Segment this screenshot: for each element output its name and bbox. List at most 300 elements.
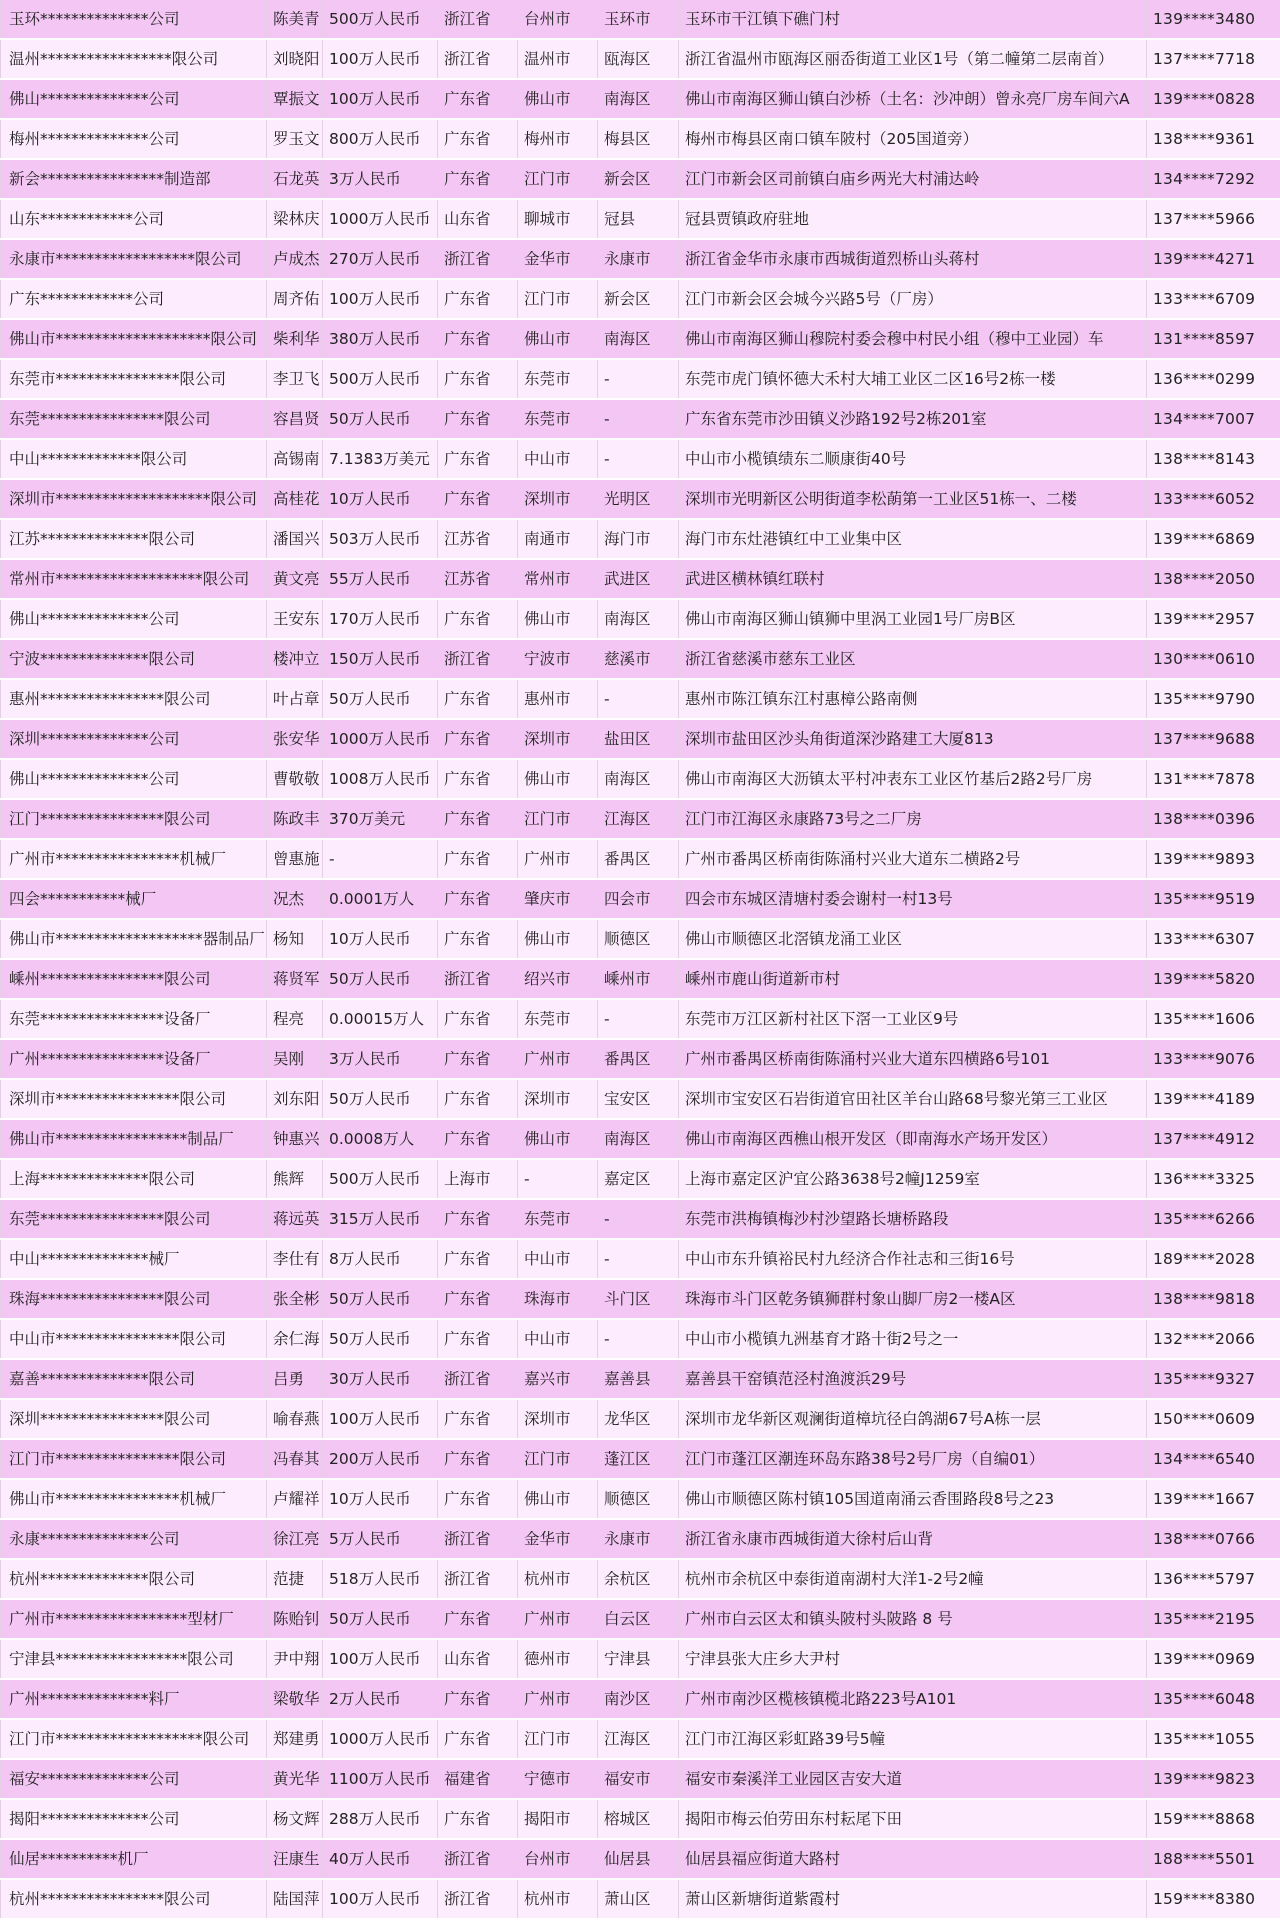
table-row xyxy=(1,199,1280,239)
address-cell: 江门市新会区司前镇白庙乡两光大村浦达岭 xyxy=(679,159,1147,199)
address-cell: 杭州市余杭区中泰街道南湖村大洋1-2号2幢 xyxy=(679,1559,1147,1599)
registered-capital-cell: 100万人民币 xyxy=(323,1639,438,1679)
registered-capital-cell: 500万人民币 xyxy=(323,1159,438,1199)
company-name-cell: 江门市****************限公司 xyxy=(1,1439,267,1479)
legal-rep-cell: 熊辉 xyxy=(267,1159,323,1199)
district-cell: 蓬江区 xyxy=(598,1439,679,1479)
phone-cell: 139****0828 xyxy=(1147,79,1280,119)
city-cell: 台州市 xyxy=(518,0,598,39)
legal-rep-cell: 陈政丰 xyxy=(267,799,323,839)
phone-cell: 134****7292 xyxy=(1147,159,1280,199)
registered-capital-cell: 1100万人民币 xyxy=(323,1759,438,1799)
district-cell: 番禺区 xyxy=(598,1039,679,1079)
province-cell: 广东省 xyxy=(438,799,518,839)
city-cell: 揭阳市 xyxy=(518,1799,598,1839)
registered-capital-cell: 500万人民币 xyxy=(323,359,438,399)
city-cell: 江门市 xyxy=(518,159,598,199)
phone-cell: 139****2957 xyxy=(1147,599,1280,639)
company-name-cell: 仙居**********机厂 xyxy=(1,1839,267,1879)
registered-capital-cell: 315万人民币 xyxy=(323,1199,438,1239)
city-cell: 中山市 xyxy=(518,1319,598,1359)
table-row xyxy=(1,839,1280,879)
legal-rep-cell: 叶占章 xyxy=(267,679,323,719)
registered-capital-cell: 55万人民币 xyxy=(323,559,438,599)
table-row xyxy=(1,1159,1280,1199)
company-name-cell: 佛山市*******************器制品厂 xyxy=(1,919,267,959)
phone-cell: 139****9823 xyxy=(1147,1759,1280,1799)
company-name-cell: 新会****************制造部 xyxy=(1,159,267,199)
legal-rep-cell: 陈贻钊 xyxy=(267,1599,323,1639)
city-cell: 深圳市 xyxy=(518,1399,598,1439)
registered-capital-cell: 503万人民币 xyxy=(323,519,438,559)
province-cell: 福建省 xyxy=(438,1759,518,1799)
legal-rep-cell: 汪康生 xyxy=(267,1839,323,1879)
registered-capital-cell: 1008万人民币 xyxy=(323,759,438,799)
registered-capital-cell: 800万人民币 xyxy=(323,119,438,159)
company-name-cell: 广州****************设备厂 xyxy=(1,1039,267,1079)
table-row xyxy=(1,1359,1280,1399)
registered-capital-cell: 0.0001万人 xyxy=(323,879,438,919)
legal-rep-cell: 李卫飞 xyxy=(267,359,323,399)
registered-capital-cell: 500万人民币 xyxy=(323,0,438,39)
legal-rep-cell: 黄光华 xyxy=(267,1759,323,1799)
province-cell: 广东省 xyxy=(438,759,518,799)
province-cell: 浙江省 xyxy=(438,1559,518,1599)
table-row xyxy=(1,1079,1280,1119)
district-cell: 瓯海区 xyxy=(598,39,679,79)
phone-cell: 138****9361 xyxy=(1147,119,1280,159)
legal-rep-cell: 吴刚 xyxy=(267,1039,323,1079)
province-cell: 浙江省 xyxy=(438,1839,518,1879)
table-body xyxy=(1,0,1280,1919)
address-cell: 佛山市南海区狮山镇狮中里涡工业园1号厂房B区 xyxy=(679,599,1147,639)
registered-capital-cell: 100万人民币 xyxy=(323,1399,438,1439)
city-cell: 佛山市 xyxy=(518,919,598,959)
phone-cell: 137****7718 xyxy=(1147,39,1280,79)
registered-capital-cell: 3万人民币 xyxy=(323,1039,438,1079)
registered-capital-cell: 0.00015万人 xyxy=(323,999,438,1039)
district-cell: 新会区 xyxy=(598,159,679,199)
registered-capital-cell: 518万人民币 xyxy=(323,1559,438,1599)
company-name-cell: 广州市****************机械厂 xyxy=(1,839,267,879)
company-name-cell: 佛山市********************限公司 xyxy=(1,319,267,359)
city-cell: 东莞市 xyxy=(518,999,598,1039)
company-name-cell: 东莞****************限公司 xyxy=(1,1199,267,1239)
company-name-cell: 永康市******************限公司 xyxy=(1,239,267,279)
address-cell: 江门市新会区会城今兴路5号（厂房） xyxy=(679,279,1147,319)
registered-capital-cell: - xyxy=(323,839,438,879)
phone-cell: 133****6052 xyxy=(1147,479,1280,519)
company-name-cell: 宁津县*****************限公司 xyxy=(1,1639,267,1679)
table-row xyxy=(1,879,1280,919)
province-cell: 广东省 xyxy=(438,1199,518,1239)
province-cell: 浙江省 xyxy=(438,0,518,39)
city-cell: 东莞市 xyxy=(518,1199,598,1239)
registered-capital-cell: 50万人民币 xyxy=(323,959,438,999)
district-cell: 宝安区 xyxy=(598,1079,679,1119)
district-cell: 武进区 xyxy=(598,559,679,599)
table-row xyxy=(1,1559,1280,1599)
legal-rep-cell: 徐江亮 xyxy=(267,1519,323,1559)
address-cell: 嵊州市鹿山街道新市村 xyxy=(679,959,1147,999)
province-cell: 广东省 xyxy=(438,399,518,439)
phone-cell: 132****2066 xyxy=(1147,1319,1280,1359)
table-row xyxy=(1,1599,1280,1639)
district-cell: 嘉定区 xyxy=(598,1159,679,1199)
province-cell: 广东省 xyxy=(438,1719,518,1759)
province-cell: 浙江省 xyxy=(438,239,518,279)
phone-cell: 136****3325 xyxy=(1147,1159,1280,1199)
table-row xyxy=(1,159,1280,199)
legal-rep-cell: 曾惠施 xyxy=(267,839,323,879)
province-cell: 广东省 xyxy=(438,719,518,759)
legal-rep-cell: 冯春其 xyxy=(267,1439,323,1479)
city-cell: 珠海市 xyxy=(518,1279,598,1319)
legal-rep-cell: 喻春燕 xyxy=(267,1399,323,1439)
company-name-cell: 东莞****************限公司 xyxy=(1,399,267,439)
province-cell: 广东省 xyxy=(438,1439,518,1479)
company-name-cell: 广东************公司 xyxy=(1,279,267,319)
table-row xyxy=(1,1279,1280,1319)
province-cell: 广东省 xyxy=(438,879,518,919)
legal-rep-cell: 尹中翔 xyxy=(267,1639,323,1679)
district-cell: - xyxy=(598,399,679,439)
phone-cell: 133****6709 xyxy=(1147,279,1280,319)
province-cell: 广东省 xyxy=(438,1279,518,1319)
district-cell: - xyxy=(598,999,679,1039)
address-cell: 浙江省温州市瓯海区丽岙街道工业区1号（第二幢第二层南首） xyxy=(679,39,1147,79)
province-cell: 广东省 xyxy=(438,919,518,959)
phone-cell: 139****1667 xyxy=(1147,1479,1280,1519)
district-cell: 盐田区 xyxy=(598,719,679,759)
phone-cell: 138****0766 xyxy=(1147,1519,1280,1559)
province-cell: 广东省 xyxy=(438,359,518,399)
district-cell: 南海区 xyxy=(598,759,679,799)
table-row xyxy=(1,399,1280,439)
registered-capital-cell: 1000万人民币 xyxy=(323,1719,438,1759)
company-name-cell: 玉环**************公司 xyxy=(1,0,267,39)
company-name-cell: 宁波**************限公司 xyxy=(1,639,267,679)
city-cell: 广州市 xyxy=(518,1599,598,1639)
phone-cell: 138****2050 xyxy=(1147,559,1280,599)
registered-capital-cell: 380万人民币 xyxy=(323,319,438,359)
province-cell: 广东省 xyxy=(438,479,518,519)
address-cell: 东莞市虎门镇怀德大禾村大埔工业区二区16号2栋一楼 xyxy=(679,359,1147,399)
phone-cell: 134****7007 xyxy=(1147,399,1280,439)
city-cell: 南通市 xyxy=(518,519,598,559)
phone-cell: 135****6266 xyxy=(1147,1199,1280,1239)
registered-capital-cell: 50万人民币 xyxy=(323,1319,438,1359)
company-name-cell: 佛山市****************机械厂 xyxy=(1,1479,267,1519)
city-cell: 深圳市 xyxy=(518,1079,598,1119)
company-name-cell: 江门市*******************限公司 xyxy=(1,1719,267,1759)
district-cell: 番禺区 xyxy=(598,839,679,879)
district-cell: 南海区 xyxy=(598,599,679,639)
address-cell: 佛山市顺德区陈村镇105国道南涌云香围路段8号之23 xyxy=(679,1479,1147,1519)
district-cell: 顺德区 xyxy=(598,919,679,959)
phone-cell: 135****9790 xyxy=(1147,679,1280,719)
address-cell: 广州市南沙区榄核镇榄北路223号A101 xyxy=(679,1679,1147,1719)
address-cell: 冠县贾镇政府驻地 xyxy=(679,199,1147,239)
phone-cell: 134****6540 xyxy=(1147,1439,1280,1479)
table-row xyxy=(1,1759,1280,1799)
address-cell: 广州市番禺区桥南街陈涌村兴业大道东二横路2号 xyxy=(679,839,1147,879)
registered-capital-cell: 150万人民币 xyxy=(323,639,438,679)
district-cell: 江海区 xyxy=(598,1719,679,1759)
legal-rep-cell: 钟惠兴 xyxy=(267,1119,323,1159)
table-row xyxy=(1,719,1280,759)
address-cell: 深圳市盐田区沙头角街道深沙路建工大厦813 xyxy=(679,719,1147,759)
company-name-cell: 深圳****************限公司 xyxy=(1,1399,267,1439)
district-cell: 光明区 xyxy=(598,479,679,519)
legal-rep-cell: 郑建勇 xyxy=(267,1719,323,1759)
phone-cell: 135****1606 xyxy=(1147,999,1280,1039)
table-row xyxy=(1,479,1280,519)
city-cell: 深圳市 xyxy=(518,719,598,759)
district-cell: 玉环市 xyxy=(598,0,679,39)
legal-rep-cell: 程亮 xyxy=(267,999,323,1039)
company-name-cell: 常州市*******************限公司 xyxy=(1,559,267,599)
table-row xyxy=(1,239,1280,279)
company-name-cell: 佛山**************公司 xyxy=(1,79,267,119)
table-row xyxy=(1,559,1280,599)
legal-rep-cell: 杨知 xyxy=(267,919,323,959)
legal-rep-cell: 罗玉文 xyxy=(267,119,323,159)
table-row xyxy=(1,439,1280,479)
phone-cell: 139****3480 xyxy=(1147,0,1280,39)
address-cell: 江门市江海区彩虹路39号5幢 xyxy=(679,1719,1147,1759)
legal-rep-cell: 张安华 xyxy=(267,719,323,759)
registered-capital-cell: 50万人民币 xyxy=(323,1599,438,1639)
district-cell: - xyxy=(598,1239,679,1279)
table-row xyxy=(1,319,1280,359)
legal-rep-cell: 覃振文 xyxy=(267,79,323,119)
province-cell: 广东省 xyxy=(438,1799,518,1839)
legal-rep-cell: 刘晓阳 xyxy=(267,39,323,79)
company-name-cell: 深圳**************公司 xyxy=(1,719,267,759)
registered-capital-cell: 50万人民币 xyxy=(323,1279,438,1319)
district-cell: 仙居县 xyxy=(598,1839,679,1879)
phone-cell: 136****5797 xyxy=(1147,1559,1280,1599)
province-cell: 广东省 xyxy=(438,1079,518,1119)
district-cell: 冠县 xyxy=(598,199,679,239)
address-cell: 东莞市洪梅镇梅沙村沙望路长塘桥路段 xyxy=(679,1199,1147,1239)
company-name-cell: 福安**************公司 xyxy=(1,1759,267,1799)
company-name-cell: 嵊州****************限公司 xyxy=(1,959,267,999)
city-cell: 广州市 xyxy=(518,839,598,879)
phone-cell: 139****9893 xyxy=(1147,839,1280,879)
table-row xyxy=(1,279,1280,319)
table-row xyxy=(1,1679,1280,1719)
table-row xyxy=(1,0,1280,39)
address-cell: 浙江省金华市永康市西城街道烈桥山头蒋村 xyxy=(679,239,1147,279)
address-cell: 深圳市光明新区公明街道李松蓢第一工业区51栋一、二楼 xyxy=(679,479,1147,519)
city-cell: 金华市 xyxy=(518,1519,598,1559)
district-cell: - xyxy=(598,1319,679,1359)
company-name-cell: 珠海****************限公司 xyxy=(1,1279,267,1319)
city-cell: 金华市 xyxy=(518,239,598,279)
legal-rep-cell: 王安东 xyxy=(267,599,323,639)
province-cell: 江苏省 xyxy=(438,559,518,599)
district-cell: 白云区 xyxy=(598,1599,679,1639)
company-name-cell: 嘉善**************限公司 xyxy=(1,1359,267,1399)
legal-rep-cell: 张全彬 xyxy=(267,1279,323,1319)
district-cell: - xyxy=(598,359,679,399)
city-cell: 德州市 xyxy=(518,1639,598,1679)
city-cell: 江门市 xyxy=(518,1719,598,1759)
phone-cell: 138****9818 xyxy=(1147,1279,1280,1319)
table-row xyxy=(1,639,1280,679)
registered-capital-cell: 50万人民币 xyxy=(323,1079,438,1119)
registered-capital-cell: 370万美元 xyxy=(323,799,438,839)
phone-cell: 135****1055 xyxy=(1147,1719,1280,1759)
address-cell: 深圳市龙华新区观澜街道樟坑径白鸽湖67号A栋一层 xyxy=(679,1399,1147,1439)
registered-capital-cell: 2万人民币 xyxy=(323,1679,438,1719)
address-cell: 海门市东灶港镇红中工业集中区 xyxy=(679,519,1147,559)
phone-cell: 150****0609 xyxy=(1147,1399,1280,1439)
address-cell: 江门市江海区永康路73号之二厂房 xyxy=(679,799,1147,839)
company-name-cell: 江门****************限公司 xyxy=(1,799,267,839)
address-cell: 上海市嘉定区沪宜公路3638号2幢J1259室 xyxy=(679,1159,1147,1199)
company-name-cell: 杭州**************限公司 xyxy=(1,1559,267,1599)
city-cell: 佛山市 xyxy=(518,1479,598,1519)
phone-cell: 131****8597 xyxy=(1147,319,1280,359)
legal-rep-cell: 余仁海 xyxy=(267,1319,323,1359)
address-cell: 仙居县福应街道大路村 xyxy=(679,1839,1147,1879)
province-cell: 广东省 xyxy=(438,1599,518,1639)
province-cell: 广东省 xyxy=(438,999,518,1039)
address-cell: 深圳市宝安区石岩街道官田社区羊台山路68号黎光第三工业区 xyxy=(679,1079,1147,1119)
phone-cell: 139****6869 xyxy=(1147,519,1280,559)
address-cell: 江门市蓬江区潮连环岛东路38号2号厂房（自编01） xyxy=(679,1439,1147,1479)
address-cell: 四会市东城区清塘村委会谢村一村13号 xyxy=(679,879,1147,919)
province-cell: 山东省 xyxy=(438,1639,518,1679)
table-row xyxy=(1,919,1280,959)
registered-capital-cell: 50万人民币 xyxy=(323,679,438,719)
address-cell: 宁津县张大庄乡大尹村 xyxy=(679,1639,1147,1679)
table-row xyxy=(1,79,1280,119)
province-cell: 上海市 xyxy=(438,1159,518,1199)
registered-capital-cell: 100万人民币 xyxy=(323,1879,438,1919)
address-cell: 广东省东莞市沙田镇义沙路192号2栋201室 xyxy=(679,399,1147,439)
address-cell: 嘉善县干窑镇范泾村渔渡浜29号 xyxy=(679,1359,1147,1399)
phone-cell: 159****8868 xyxy=(1147,1799,1280,1839)
province-cell: 广东省 xyxy=(438,679,518,719)
registered-capital-cell: 7.1383万美元 xyxy=(323,439,438,479)
district-cell: 慈溪市 xyxy=(598,639,679,679)
table-row xyxy=(1,119,1280,159)
legal-rep-cell: 梁敬华 xyxy=(267,1679,323,1719)
table-row xyxy=(1,1119,1280,1159)
district-cell: 永康市 xyxy=(598,1519,679,1559)
registered-capital-cell: 50万人民币 xyxy=(323,399,438,439)
province-cell: 广东省 xyxy=(438,119,518,159)
table-row xyxy=(1,1639,1280,1679)
province-cell: 广东省 xyxy=(438,1239,518,1279)
company-name-cell: 广州市*****************型材厂 xyxy=(1,1599,267,1639)
phone-cell: 135****2195 xyxy=(1147,1599,1280,1639)
phone-cell: 137****9688 xyxy=(1147,719,1280,759)
legal-rep-cell: 陆国萍 xyxy=(267,1879,323,1919)
table-row xyxy=(1,1519,1280,1559)
company-name-cell: 中山**************械厂 xyxy=(1,1239,267,1279)
district-cell: 梅县区 xyxy=(598,119,679,159)
legal-rep-cell: 蒋贤军 xyxy=(267,959,323,999)
registered-capital-cell: 30万人民币 xyxy=(323,1359,438,1399)
district-cell: 余杭区 xyxy=(598,1559,679,1599)
district-cell: 南海区 xyxy=(598,1119,679,1159)
province-cell: 广东省 xyxy=(438,1479,518,1519)
district-cell: - xyxy=(598,439,679,479)
company-name-cell: 佛山**************公司 xyxy=(1,599,267,639)
province-cell: 广东省 xyxy=(438,1679,518,1719)
registered-capital-cell: 1000万人民币 xyxy=(323,199,438,239)
province-cell: 广东省 xyxy=(438,1119,518,1159)
district-cell: 福安市 xyxy=(598,1759,679,1799)
registered-capital-cell: 8万人民币 xyxy=(323,1239,438,1279)
registered-capital-cell: 200万人民币 xyxy=(323,1439,438,1479)
district-cell: 萧山区 xyxy=(598,1879,679,1919)
phone-cell: 138****0396 xyxy=(1147,799,1280,839)
city-cell: 宁德市 xyxy=(518,1759,598,1799)
address-cell: 萧山区新塘街道紫霞村 xyxy=(679,1879,1147,1919)
company-name-cell: 揭阳**************公司 xyxy=(1,1799,267,1839)
table-row xyxy=(1,1239,1280,1279)
registered-capital-cell: 10万人民币 xyxy=(323,919,438,959)
city-cell: 佛山市 xyxy=(518,319,598,359)
district-cell: 四会市 xyxy=(598,879,679,919)
registered-capital-cell: 170万人民币 xyxy=(323,599,438,639)
legal-rep-cell: 柴利华 xyxy=(267,319,323,359)
province-cell: 浙江省 xyxy=(438,639,518,679)
registered-capital-cell: 3万人民币 xyxy=(323,159,438,199)
company-name-cell: 杭州****************限公司 xyxy=(1,1879,267,1919)
address-cell: 福安市秦溪洋工业园区吉安大道 xyxy=(679,1759,1147,1799)
phone-cell: 133****9076 xyxy=(1147,1039,1280,1079)
city-cell: 杭州市 xyxy=(518,1879,598,1919)
legal-rep-cell: 况杰 xyxy=(267,879,323,919)
address-cell: 惠州市陈江镇东江村惠樟公路南侧 xyxy=(679,679,1147,719)
city-cell: 江门市 xyxy=(518,1439,598,1479)
legal-rep-cell: 刘东阳 xyxy=(267,1079,323,1119)
province-cell: 浙江省 xyxy=(438,959,518,999)
province-cell: 广东省 xyxy=(438,439,518,479)
address-cell: 玉环市干江镇下礁门村 xyxy=(679,0,1147,39)
phone-cell: 135****6048 xyxy=(1147,1679,1280,1719)
registered-capital-cell: 100万人民币 xyxy=(323,79,438,119)
district-cell: 嘉善县 xyxy=(598,1359,679,1399)
company-name-cell: 佛山**************公司 xyxy=(1,759,267,799)
company-name-cell: 佛山市*****************制品厂 xyxy=(1,1119,267,1159)
table-row xyxy=(1,1799,1280,1839)
city-cell: 温州市 xyxy=(518,39,598,79)
city-cell: 惠州市 xyxy=(518,679,598,719)
province-cell: 广东省 xyxy=(438,319,518,359)
registered-capital-cell: 100万人民币 xyxy=(323,279,438,319)
phone-cell: 189****2028 xyxy=(1147,1239,1280,1279)
table-row xyxy=(1,599,1280,639)
district-cell: 江海区 xyxy=(598,799,679,839)
legal-rep-cell: 高桂花 xyxy=(267,479,323,519)
legal-rep-cell: 卢耀祥 xyxy=(267,1479,323,1519)
city-cell: 常州市 xyxy=(518,559,598,599)
phone-cell: 188****5501 xyxy=(1147,1839,1280,1879)
legal-rep-cell: 黄文亮 xyxy=(267,559,323,599)
city-cell: - xyxy=(518,1159,598,1199)
city-cell: 佛山市 xyxy=(518,599,598,639)
district-cell: 永康市 xyxy=(598,239,679,279)
registered-capital-cell: 10万人民币 xyxy=(323,1479,438,1519)
